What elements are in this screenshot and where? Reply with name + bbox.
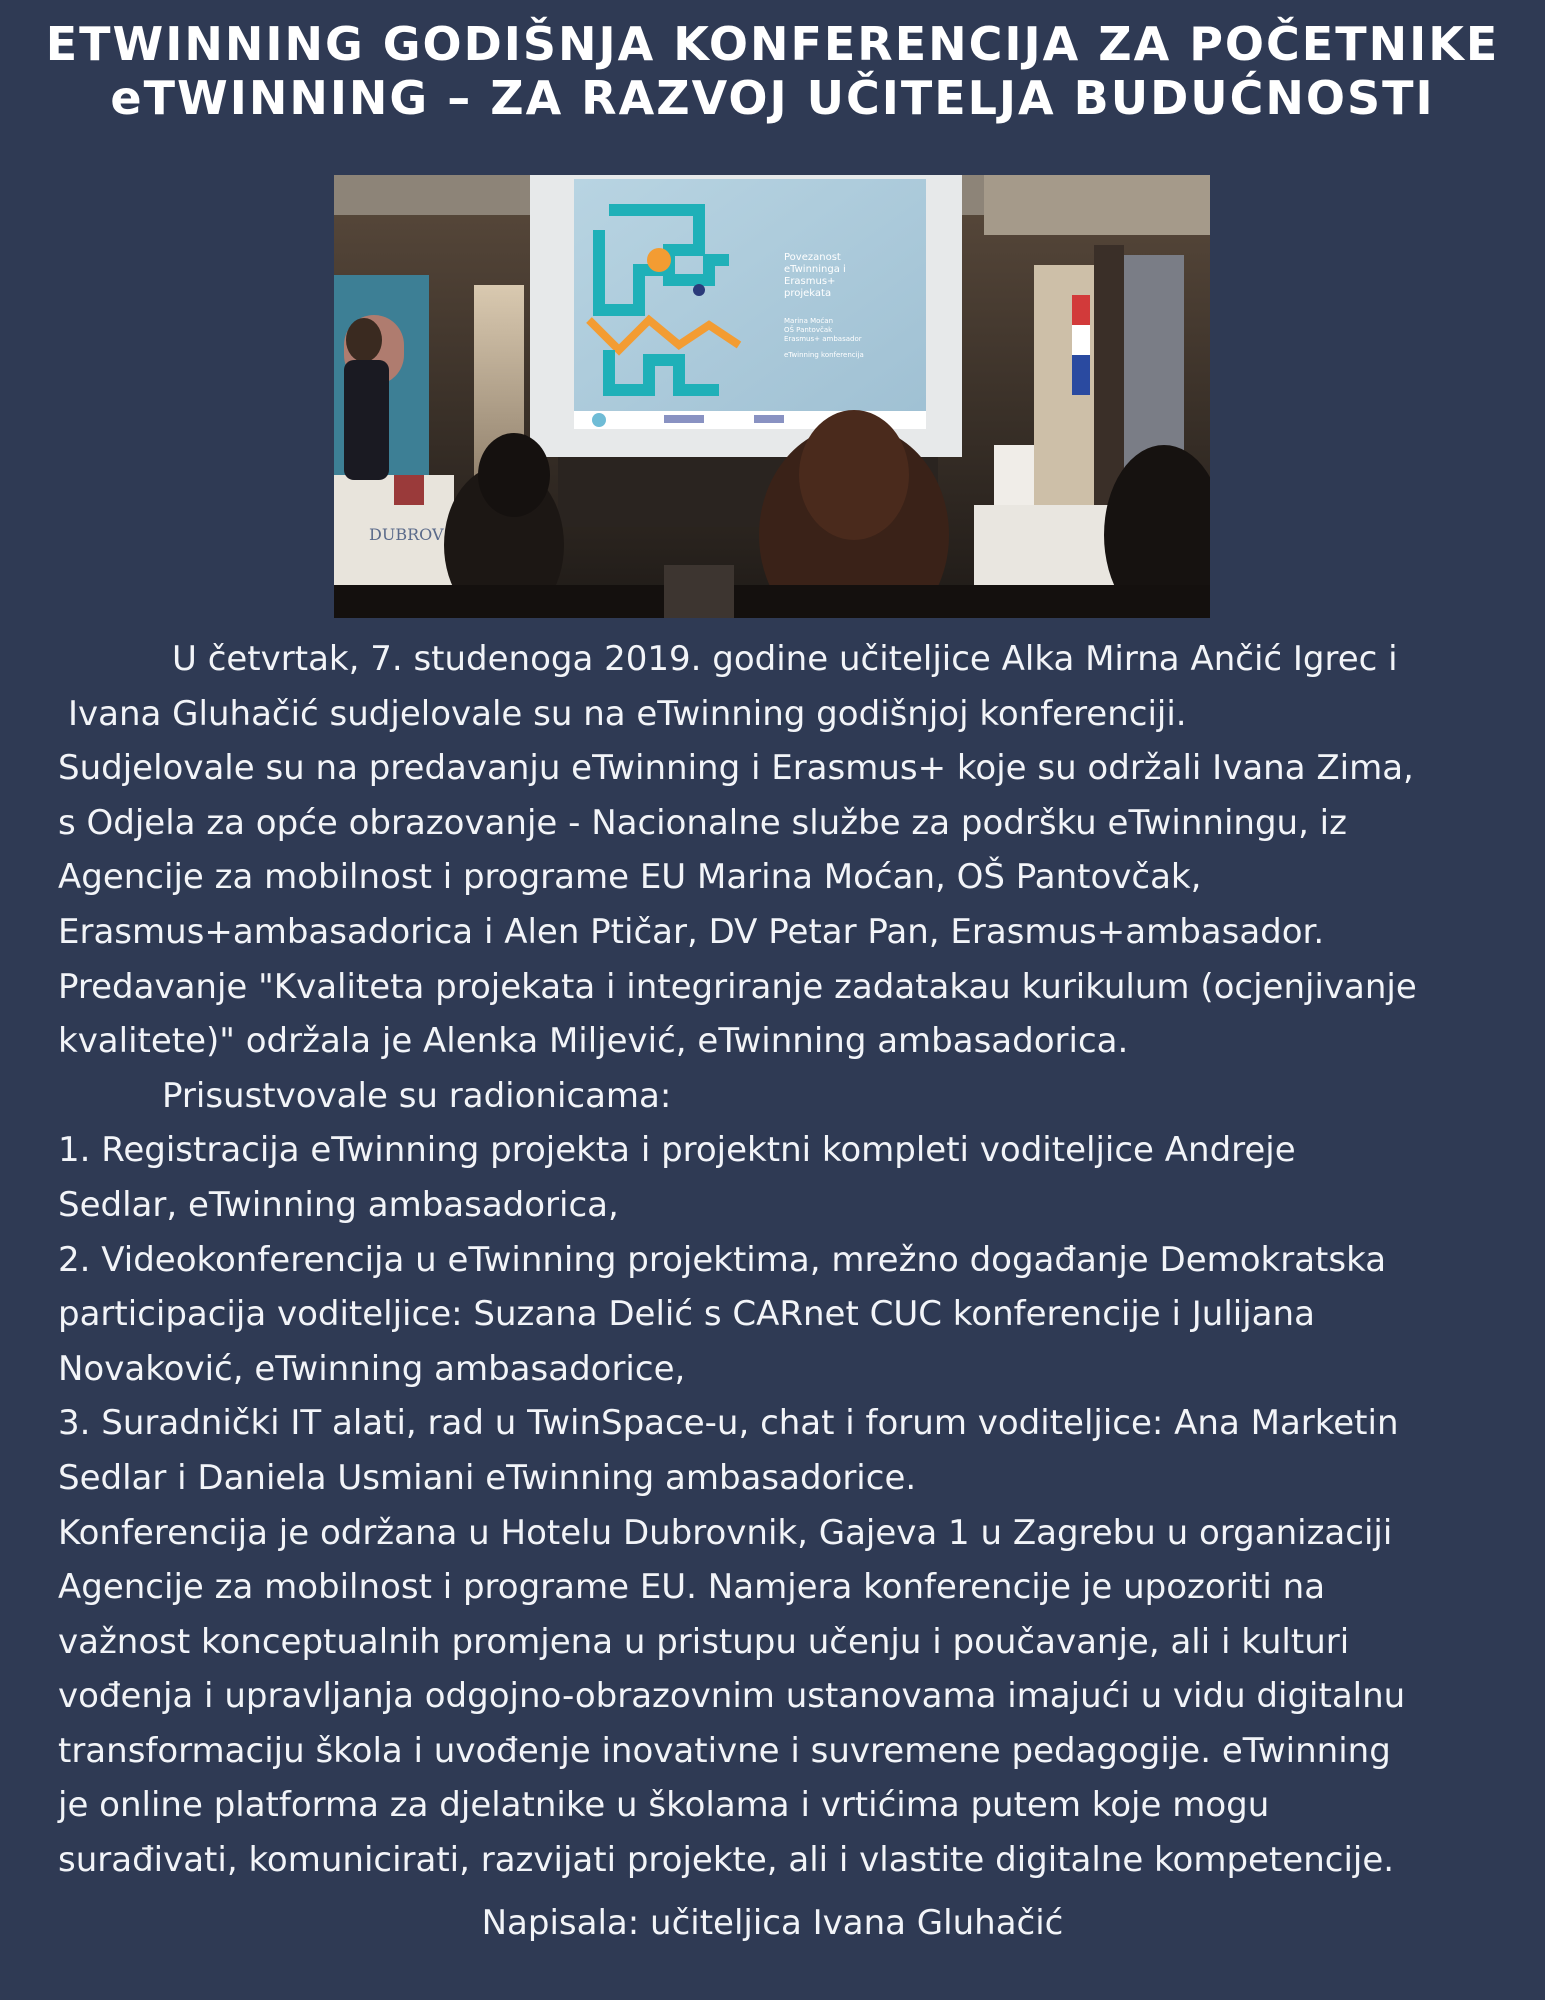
article-line: Sedlar, eTwinning ambasadorica, xyxy=(58,1184,619,1225)
slide-caption-text: OŠ Pantovčak xyxy=(784,326,833,334)
article-line: Novaković, eTwinning ambasadorice, xyxy=(58,1348,686,1389)
article-line: 1. Registracija eTwinning projekta i projektni kompleti voditeljice Andreje xyxy=(58,1130,1296,1171)
slide-title-text: Erasmus+ xyxy=(784,276,836,287)
article-line: surađivati, komunicirati, razvijati projekte, ali i vlastite digitalne kompetencije. xyxy=(58,1840,1395,1881)
article-line: vođenja i upravljanja odgojno-obrazovnim ustanovama imajući u vidu digitalnu xyxy=(58,1676,1406,1717)
page-title-line-2: eTWINNING – ZA RAZVOJ UČITELJA BUDUĆNOSTI xyxy=(110,71,1435,125)
hotel-sign-text: DUBROV xyxy=(369,525,444,544)
article-line: Sudjelovale su na predavanju eTwinning i Erasmus+ koje su održali Ivana Zima, xyxy=(58,748,1414,789)
page-title-line-1: ETWINNING GODIŠNJA KONFERENCIJA ZA POČETNIKE xyxy=(45,17,1500,71)
article-line: Predavanje "Kvaliteta projekata i integriranje zadatakau kurikulum (ocjenjivanje xyxy=(58,966,1417,1007)
article-line: Agencije za mobilnost i programe EU. Namjera konferencije je upozoriti na xyxy=(58,1567,1326,1608)
conference-photo xyxy=(334,175,1210,618)
author-signature: Napisala: učiteljica Ivana Gluhačić xyxy=(481,1903,1064,1943)
article-line: Agencije za mobilnost i programe EU Marina Moćan, OŠ Pantovčak, xyxy=(58,857,1202,898)
article-line: Prisustvovale su radionicama: xyxy=(162,1075,672,1116)
article-body xyxy=(58,632,1498,1888)
slide-title-text: projekata xyxy=(784,288,832,299)
article-line: Konferencija je održana u Hotelu Dubrovnik, Gajeva 1 u Zagrebu u organizaciji xyxy=(58,1512,1393,1553)
article-line: Erasmus+ambasadorica i Alen Ptičar, DV Petar Pan, Erasmus+ambasador. xyxy=(58,911,1325,952)
article-line: 2. Videokonferencija u eTwinning projektima, mrežno događanje Demokratska xyxy=(58,1239,1387,1280)
article-line: 3. Suradnički IT alati, rad u TwinSpace-u, chat i forum voditeljice: Ana Marketin xyxy=(58,1403,1399,1444)
article-line: transformaciju škola i uvođenje inovativne i suvremene pedagogije. eTwinning xyxy=(58,1730,1391,1771)
slide-caption-text: Marina Moćan xyxy=(784,317,833,325)
article-line: važnost konceptualnih promjena u pristupu učenju i poučavanje, ali i kulturi xyxy=(58,1621,1350,1662)
slide-title-text: Povezanost xyxy=(784,252,841,263)
article-line: U četvrtak, 7. studenoga 2019. godine učiteljice Alka Mirna Ančić Igrec i xyxy=(172,639,1398,679)
slide-caption-text: Erasmus+ ambasador xyxy=(784,335,862,343)
article-line: participacija voditeljice: Suzana Delić s CARnet CUC konferencije i Julijana xyxy=(58,1294,1315,1335)
article-line: kvalitete)" održala je Alenka Miljević, eTwinning ambasadorica. xyxy=(58,1021,1129,1062)
article-line: s Odjela za opće obrazovanje - Nacionalne službe za podršku eTwinningu, iz xyxy=(58,802,1347,843)
slide-title-text: eTwinninga i xyxy=(784,264,846,275)
article-line: Sedlar i Daniela Usmiani eTwinning ambasadorice. xyxy=(58,1457,917,1498)
article-line: Ivana Gluhačić sudjelovale su na eTwinning godišnjoj konferenciji. xyxy=(68,693,1187,734)
article-line: je online platforma za djelatnike u školama i vrtićima putem koje mogu xyxy=(58,1785,1270,1826)
slide-caption-text: eTwinning konferencija xyxy=(784,351,864,359)
